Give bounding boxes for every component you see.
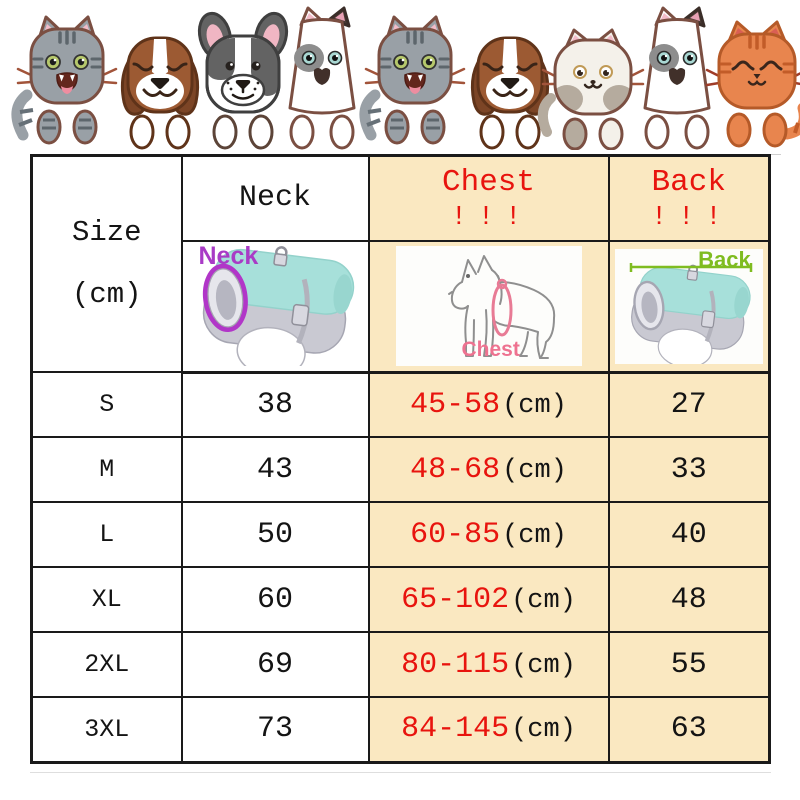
gray-tabby-cat-icon xyxy=(17,17,116,143)
size-unit-label: (cm) xyxy=(71,278,142,311)
back-caption: Back xyxy=(698,246,751,272)
size-header-cell xyxy=(32,156,182,373)
neck-caption: Neck xyxy=(198,241,259,270)
chest-value: 48-68(cm) xyxy=(369,437,609,502)
white-black-patch-cat-icon xyxy=(645,8,709,148)
french-bulldog-icon xyxy=(195,10,291,148)
neck-value: 38 xyxy=(182,372,369,437)
white-black-patch-cat-icon xyxy=(290,8,354,148)
neck-value: 50 xyxy=(182,502,369,567)
chest-warning: !!! xyxy=(450,202,533,233)
faint-gridline xyxy=(30,772,771,773)
neck-value: 60 xyxy=(182,567,369,632)
size-value: L xyxy=(32,502,182,567)
back-diagram-cell xyxy=(609,241,770,373)
size-table xyxy=(30,154,771,764)
faint-gridline-stub xyxy=(771,154,781,155)
table-row xyxy=(32,697,770,762)
neck-header-cell xyxy=(182,156,369,241)
chest-header-cell xyxy=(369,156,609,241)
size-value: XL xyxy=(32,567,182,632)
table-row xyxy=(32,632,770,697)
chest-diagram-box xyxy=(396,246,582,366)
back-value: 33 xyxy=(609,437,770,502)
back-header-label: Back xyxy=(651,164,726,200)
neck-value: 43 xyxy=(182,437,369,502)
gray-tabby-cat-icon xyxy=(365,17,464,143)
table-row xyxy=(32,567,770,632)
neck-value: 73 xyxy=(182,697,369,762)
back-value: 63 xyxy=(609,697,770,762)
table-row xyxy=(32,437,770,502)
header-row xyxy=(32,156,770,241)
chest-value: 60-85(cm) xyxy=(369,502,609,567)
chest-caption: Chest xyxy=(461,338,520,361)
neck-value: 69 xyxy=(182,632,369,697)
size-value: S xyxy=(32,372,182,437)
size-value: 2XL xyxy=(32,632,182,697)
back-value: 40 xyxy=(609,502,770,567)
back-value: 55 xyxy=(609,632,770,697)
chest-diagram-cell xyxy=(369,241,609,373)
orange-tabby-cat-icon xyxy=(707,22,800,146)
chest-value: 84-145(cm) xyxy=(369,697,609,762)
chest-header-label: Chest xyxy=(441,164,535,200)
neck-diagram-cell xyxy=(182,241,369,373)
neck-header-label: Neck xyxy=(238,181,311,216)
back-value: 48 xyxy=(609,567,770,632)
beagle-dog-icon xyxy=(472,38,547,148)
chest-value: 80-115(cm) xyxy=(369,632,609,697)
size-value: 3XL xyxy=(32,697,182,762)
pets-banner xyxy=(0,0,800,150)
size-header-label: Size xyxy=(71,216,142,250)
chest-value: 65-102(cm) xyxy=(369,567,609,632)
back-warning: !!! xyxy=(650,202,733,233)
back-header-cell xyxy=(609,156,770,241)
table-row xyxy=(32,502,770,567)
back-value: 27 xyxy=(609,372,770,437)
table-row xyxy=(32,372,770,437)
chest-value: 45-58(cm) xyxy=(369,372,609,437)
back-diagram-box xyxy=(615,246,763,364)
beagle-dog-icon xyxy=(122,38,197,148)
size-value: M xyxy=(32,437,182,502)
gray-white-cat-icon xyxy=(543,30,643,149)
